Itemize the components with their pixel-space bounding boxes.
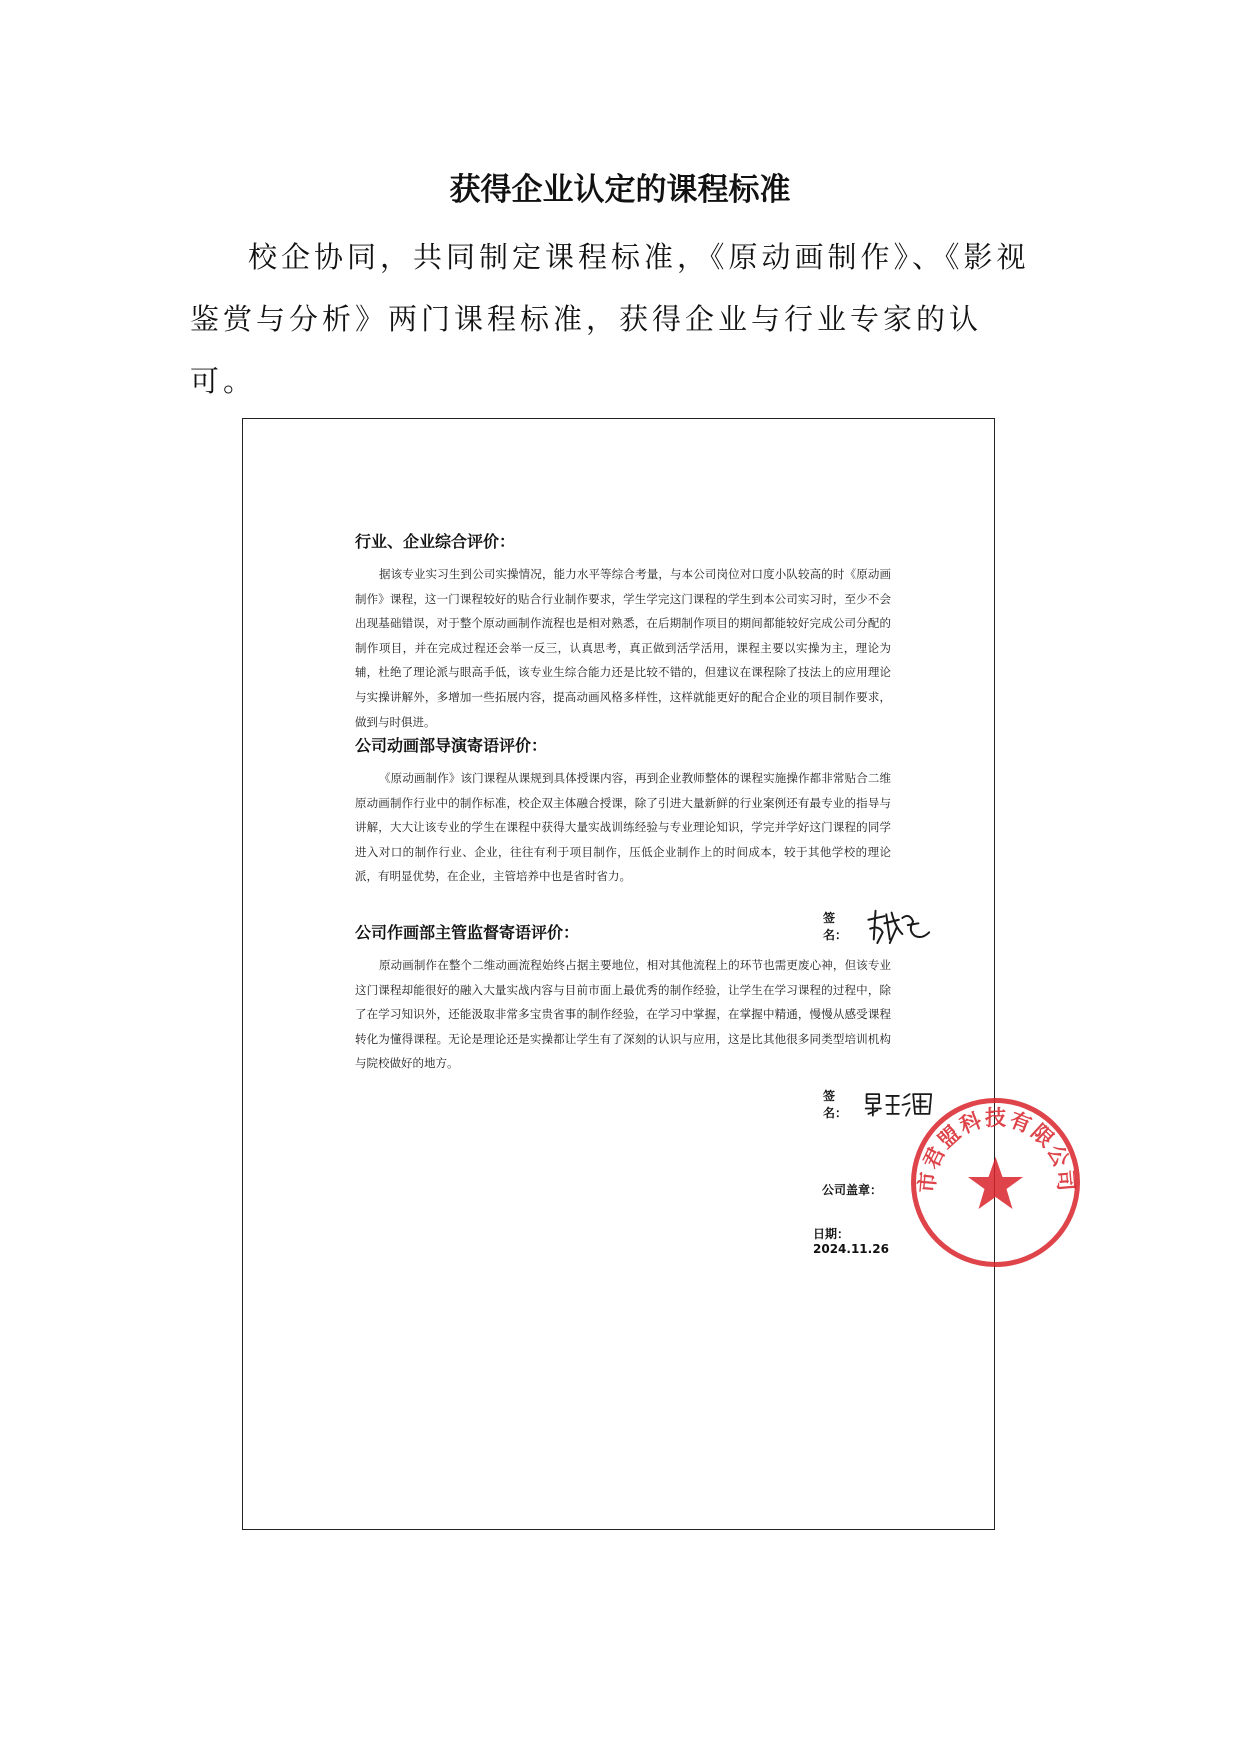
- page-title: 获得企业认定的课程标准: [449, 172, 791, 208]
- scanned-evaluation-document: [242, 418, 1079, 1530]
- section-body: 据该专业实习生到公司实操情况，能力水平等综合考量，与本公司岗位对口度小队较高的时《原动画制作》课程，这一门课程较好的贴合行业制作要求，学生学完这门课程的学生到本公司实习时，至少不会出现基础错误，对于整个原动画制作流程也是相对熟悉，在后期制作项目的期间都能较好完成公司分配的制作项目，并在完成过程还会举一反三，认真思考，真正做到活学活用，课程主要以实操为主，理论为辅，杜绝了理论派与眼高手低，该专业生综合能力还是比较不错的，但建议在课程除了技法上的应用理论与实操讲解外，多增加一些拓展内容，提高动画风格多样性，这样就能更好的配合企业的项目制作要求，做到与时俱进。: [355, 567, 891, 729]
- section-body: 原动画制作在整个二维动画流程始终占据主要地位，相对其他流程上的环节也需更废心神，但该专业这门课程却能很好的融入大量实战内容与目前市面上最优秀的制作经验，让学生在学习课程的过程中，除了在学习知识外，还能汲取非常多宝贵省事的制作经验，在学习中掌握，在掌握中精通，慢慢从感受课程转化为懂得课程。无论是理论还是实操都让学生有了深刻的认识与应用，这是比其他很多同类型培训机构与院校做好的地方。: [355, 958, 891, 1071]
- date-label: 日期：: [813, 1227, 850, 1241]
- intro-paragraph: 校企协同，共同制定课程标准，《原动画制作》、《影视鉴赏与分析》两门课程标准，获得企业与行业专家的认可。: [190, 240, 1030, 398]
- section-heading: 公司动画部导演寄语评价：: [355, 736, 548, 755]
- supervisor-evaluation-section: [355, 920, 891, 1076]
- date-value: 2024.11.26: [813, 1242, 889, 1256]
- svg-text:市君盟科技有限公司: 市君盟科技有限公司: [914, 1106, 1079, 1194]
- company-seal-label: 公司盖章：: [822, 1183, 883, 1197]
- director-evaluation-section: [355, 733, 891, 889]
- date-row: [813, 1225, 891, 1256]
- section-body: 《原动画制作》该门课程从课规到具体授课内容，再到企业教师整体的课程实施操作都非常贴合二维原动画制作行业中的制作标准，校企双主体融合授课，除了引进大量新鲜的行业案例还有最专业的指导与讲解，大大让该专业的学生在课程中获得大量实战训练经验与专业理论知识，学完并学好这门课程的同学进入对口的制作行业、企业，往往有利于项目制作，压低企业制作上的时间成本，较于其他学校的理论派，有明显优势，在企业，主管培养中也是省时省力。: [355, 771, 891, 884]
- industry-evaluation-section: [355, 529, 891, 734]
- section-heading: 公司作画部主管监督寄语评价：: [355, 923, 580, 942]
- seal-star-icon: [968, 1157, 1023, 1209]
- company-seal-stamp: [908, 1095, 1083, 1270]
- signature-label: 签名：: [823, 1089, 848, 1120]
- signature-label: 签名：: [823, 911, 848, 942]
- section-heading: 行业、企业综合评价：: [355, 532, 516, 551]
